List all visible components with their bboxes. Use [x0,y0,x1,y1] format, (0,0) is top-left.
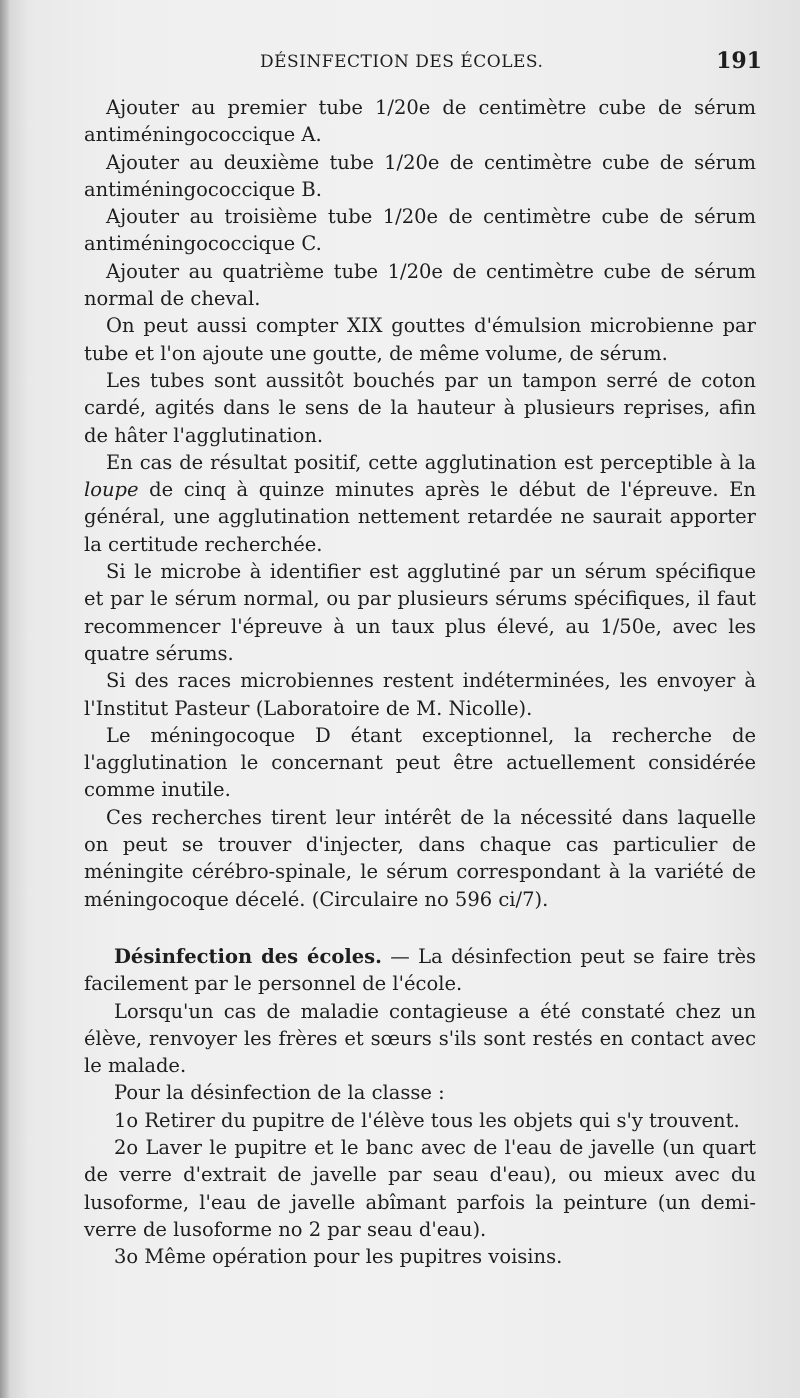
paragraph-10: Le méningocoque D étant exceptionnel, la recherche de l'agglutination le concernant peut être actuellement considérée comme inutile. [84,723,756,802]
section-list-item-2: 2o Laver le pupitre et le banc avec de l'eau de javelle (un quart de verre d'extrait de javelle par seau d'eau), ou mieux avec du lusoforme, l'eau de javelle abîmant parfois la peinture (un demi-verre de lusoforme no 2 par seau d'eau). [84,1135,756,1241]
paragraph-11: Ces recherches tirent leur intérêt de la nécessité dans laquelle on peut se trouver d'injecter, dans chaque cas particulier de méningite cérébro-spinale, le sérum correspondant à la variété de méningocoque décelé. (Circulaire no 596 ci/7). [84,805,756,911]
section-title: Désinfection des écoles. [114,944,382,968]
section-heading-paragraph [84,943,756,998]
paragraph-7-after: de cinq à quinze minutes après le début de l'épreuve. En général, une agglutination nettement retardée ne saurait apporter la certitude recherchée. [84,478,756,556]
section-paragraph-2: Pour la désinfection de la classe : [114,1081,445,1105]
section-list-item-1: 1o Retirer du pupitre de l'élève tous les objets qui s'y trouvent. [114,1108,740,1132]
paragraph-7-italic: loupe [84,478,139,502]
section-title-separator: — [381,944,419,968]
paragraph-1: Ajouter au premier tube 1/20e de centimètre cube de sérum antiméningococcique A. [84,96,756,147]
paragraph-3: Ajouter au troisième tube 1/20e de centimètre cube de sérum antiméningococcique C. [84,205,756,256]
page-number: 191 [716,48,762,74]
section-paragraph-1: Lorsqu'un cas de maladie contagieuse a été constaté chez un élève, renvoyer les frères et sœurs s'ils sont restés en contact avec le malade. [84,999,756,1078]
paragraph-9: Si des races microbiennes restent indéterminées, les envoyer à l'Institut Pasteur (Laboratoire de M. Nicolle). [84,669,756,720]
page-content [84,48,762,1270]
paragraph-6: Les tubes sont aussitôt bouchés par un tampon serré de coton cardé, agités dans le sens de la hauteur à plusieurs reprises, afin de hâter l'agglutination. [84,368,756,447]
gutter-shadow [0,0,10,1398]
section-lead: La désinfection peut se faire très facilement par le personnel de l'école. [84,944,756,996]
paragraph-8: Si le microbe à identifier est agglutiné par un sérum spécifique et par le sérum normal, ou par plusieurs sérums spécifiques, il faut recommencer l'épreuve à un taux plus élevé, au 1/50e, avec les quatre sérums. [84,560,756,665]
running-title: DÉSINFECTION DES ÉCOLES. [260,52,544,72]
paragraph-7-before: En cas de résultat positif, cette agglutination est perceptible à la [106,450,756,474]
paragraph-4: Ajouter au quatrième tube 1/20e de centimètre cube de sérum normal de cheval. [84,259,756,311]
page-header [84,48,762,82]
paragraph-2: Ajouter au deuxième tube 1/20e de centimètre cube de sérum antiméningococcique B. [84,150,756,201]
paragraph-7 [84,449,756,558]
paragraph-5: On peut aussi compter XIX gouttes d'émulsion microbienne par tube et l'on ajoute une goutte, de même volume, de sérum. [84,314,756,365]
section-list-item-3: 3o Même opération pour les pupitres voisins. [114,1245,563,1269]
section-gap [84,913,756,943]
